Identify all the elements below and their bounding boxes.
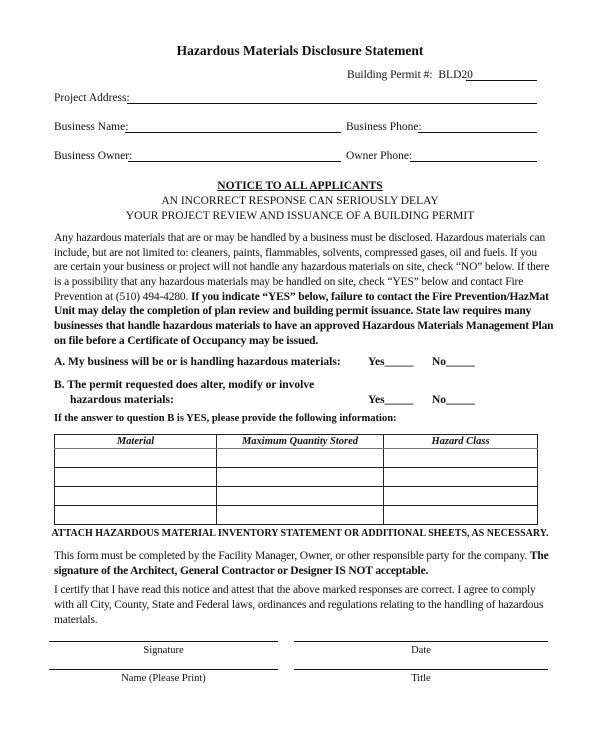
business-owner-field[interactable] bbox=[128, 161, 341, 162]
business-phone-field[interactable] bbox=[418, 132, 537, 133]
notice-paragraph-line: Any hazardous materials that are or may be handled by a business must be disclosed. Hazardous materials can bbox=[54, 232, 546, 244]
building-permit-label: Building Permit #: BLD20 bbox=[347, 69, 473, 81]
quantity-cell[interactable] bbox=[217, 487, 384, 506]
question-a-no[interactable]: No_____ bbox=[432, 356, 475, 368]
certify-line: with all City, County, State and Federal laws, ordinances and regulations relating to the handling of hazardous bbox=[54, 599, 544, 611]
material-cell[interactable] bbox=[55, 449, 217, 468]
title-field[interactable] bbox=[294, 669, 548, 670]
notice-line-2: YOUR PROJECT REVIEW AND ISSUANCE OF A BUILDING PERMIT bbox=[125, 210, 475, 222]
quantity-cell[interactable] bbox=[217, 468, 384, 487]
completion-bold-line: signature of the Architect, General Contractor or Designer IS NOT acceptable. bbox=[54, 565, 429, 577]
notice-paragraph-line: include, but are not limited to: cleaners, paints, flammables, solvents, compressed gases, oil and fuels. If you bbox=[54, 247, 538, 259]
question-b-yes[interactable]: Yes_____ bbox=[368, 394, 414, 406]
notice-paragraph-line: is a possibility that any hazardous materials may be handled on site, check “YES” below and contact Fire bbox=[54, 276, 524, 288]
column-header-material: Material bbox=[55, 435, 217, 449]
project-address-field[interactable] bbox=[127, 103, 537, 104]
notice-paragraph-bold-line: Unit may delay the completion of plan review and building permit issuance. State law requires many bbox=[54, 305, 532, 317]
followup-instruction: If the answer to question B is YES, please provide the following information: bbox=[54, 413, 397, 424]
notice-paragraph-bold-line: on file before a Certificate of Occupancy may be issued. bbox=[54, 335, 319, 347]
notice-line-1: AN INCORRECT RESPONSE CAN SERIOUSLY DELAY bbox=[161, 195, 439, 207]
table-header-row bbox=[55, 435, 538, 449]
certify-line: I certify that I have read this notice and attest that the above marked responses are correct. I agree to comply bbox=[54, 584, 536, 596]
question-b: B. The permit requested does alter, modify or involve bbox=[54, 379, 315, 391]
notice-bold-text: If you indicate “YES” below, failure to contact the Fire Prevention/HazMat bbox=[191, 291, 549, 303]
notice-paragraph-line: are certain your business or project will not handle any hazardous materials on site, check “NO” below. If there bbox=[54, 261, 550, 273]
project-address-label: Project Address: bbox=[54, 92, 130, 104]
question-b-no[interactable]: No_____ bbox=[432, 394, 475, 406]
notice-heading: NOTICE TO ALL APPLICANTS bbox=[217, 180, 383, 192]
quantity-cell[interactable] bbox=[217, 506, 384, 525]
question-a: A. My business will be or is handling hazardous materials: bbox=[54, 356, 341, 368]
page-title: Hazardous Materials Disclosure Statement bbox=[176, 43, 424, 58]
table-row bbox=[55, 487, 538, 506]
hazard-class-cell[interactable] bbox=[384, 449, 538, 468]
material-cell[interactable] bbox=[55, 468, 217, 487]
certify-line: materials. bbox=[54, 614, 98, 626]
quantity-cell[interactable] bbox=[217, 449, 384, 468]
column-header-hazard-class: Hazard Class bbox=[384, 435, 538, 449]
business-name-field[interactable] bbox=[125, 132, 341, 133]
owner-phone-field[interactable] bbox=[410, 161, 537, 162]
hazard-class-cell[interactable] bbox=[384, 506, 538, 525]
materials-table bbox=[54, 434, 538, 525]
signature-label: Signature bbox=[143, 645, 184, 656]
building-permit-prefix: BLD20 bbox=[438, 69, 473, 81]
business-owner-label: Business Owner: bbox=[54, 150, 133, 162]
question-a-yes[interactable]: Yes_____ bbox=[368, 356, 414, 368]
date-label: Date bbox=[411, 645, 431, 656]
business-phone-label: Business Phone: bbox=[346, 121, 422, 133]
column-header-max-quantity: Maximum Quantity Stored bbox=[217, 435, 384, 449]
owner-phone-label: Owner Phone: bbox=[346, 150, 413, 162]
business-name-label: Business Name: bbox=[54, 121, 129, 133]
table-row bbox=[55, 506, 538, 525]
completion-line: This form must be completed by the Facility Manager, Owner, or other responsible party for the company. The bbox=[54, 550, 549, 562]
title-label: Title bbox=[411, 673, 431, 684]
name-label: Name (Please Print) bbox=[121, 673, 206, 684]
table-row bbox=[55, 449, 538, 468]
building-permit-field[interactable] bbox=[466, 80, 537, 81]
material-cell[interactable] bbox=[55, 506, 217, 525]
date-field[interactable] bbox=[294, 641, 548, 642]
attach-notice: ATTACH HAZARDOUS MATERIAL INVENTORY STATEMENT OR ADDITIONAL SHEETS, AS NECESSARY. bbox=[51, 528, 549, 539]
question-b-continued: hazardous materials: bbox=[70, 394, 174, 406]
name-field[interactable] bbox=[49, 669, 278, 670]
notice-paragraph-line: Prevention at (510) 494-4280. If you indicate “YES” below, failure to contact the Fire Prevention/HazMat bbox=[54, 291, 549, 303]
hazard-class-cell[interactable] bbox=[384, 487, 538, 506]
signature-field[interactable] bbox=[49, 641, 278, 642]
table-row bbox=[55, 468, 538, 487]
material-cell[interactable] bbox=[55, 487, 217, 506]
hazard-class-cell[interactable] bbox=[384, 468, 538, 487]
notice-paragraph-bold-line: businesses that handle hazardous materials to have an approved Hazardous Materials Management Plan bbox=[54, 320, 554, 332]
